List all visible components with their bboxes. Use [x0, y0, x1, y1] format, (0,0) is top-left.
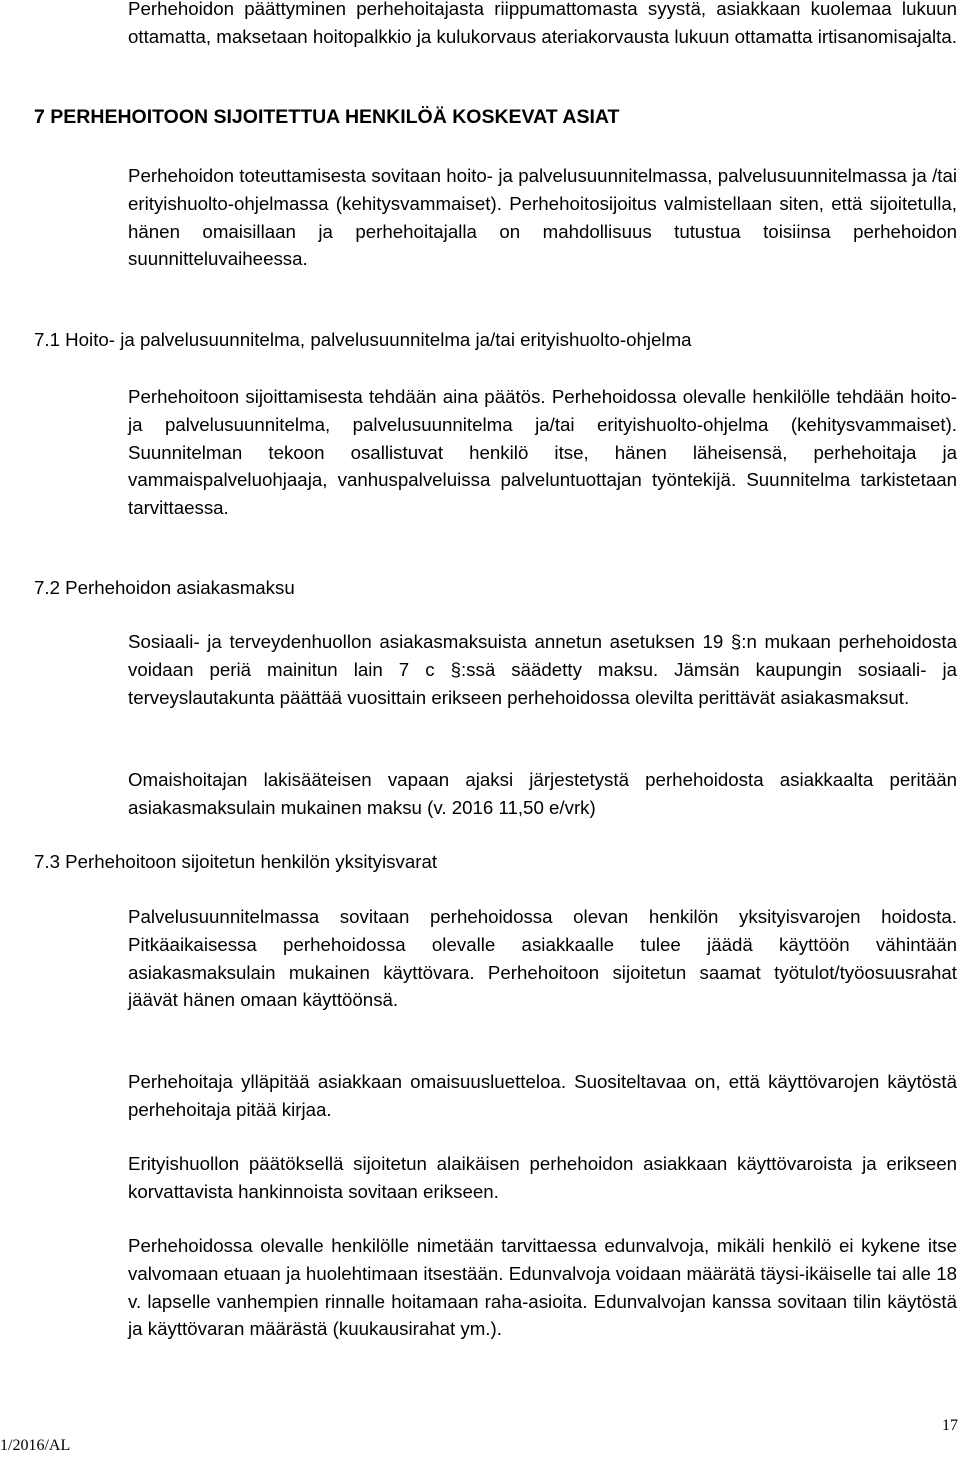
section-7-3-paragraph-1: Palvelusuunnitelmassa sovitaan perhehoidossa olevan henkilön yksityisvarojen hoidosta. Pitkäaikaisessa perhehoidossa olevalle asiakkaalle tulee jäädä käyttöön vähintään asiakasmaksulain mukainen käyttövara. Perhehoitoon sijoitetun saamat työtulot/työosuusrahat jäävät hänen omaan käyttöönsä. — [128, 906, 957, 1011]
section-7-2-paragraph-2: Omaishoitajan lakisääteisen vapaan ajaksi järjestetystä perhehoidosta asiakkaalta peritään asiakasmaksulain mukainen maksu (v. 2016 11,50 e/vrk) — [128, 769, 957, 818]
footer-date-code: 1/2016/AL — [0, 1437, 71, 1454]
section-7-1-paragraph: Perhehoitoon sijoittamisesta tehdään aina päätös. Perhehoidossa olevalle henkilölle tehdään hoito- ja palvelusuunnitelma, palvelusuunnitelma ja/tai erityishuolto-ohjelma (kehitysvammaiset). Suunnitelman tekoon osallistuvat henkilö itse, hänen läheisensä, perhehoitaja ja vammaispalveluohjaaja, vanhuspalveluissa palveluntuottajan työntekijä. Suunnitelma tarkistetaan tarvittaessa. — [128, 386, 957, 519]
page-number: 17 — [942, 1417, 958, 1434]
section-7-2-paragraph-1: Sosiaali- ja terveydenhuollon asiakasmaksuista annetun asetuksen 19 §:n mukaan perhehoidosta voidaan periä mainitun lain 7 c §:ssä säädetty maksu. Jämsän kaupungin sosiaali- ja terveyslautakunta päättää vuosittain erikseen perhehoidossa olevilta perittävät asiakasmaksut. — [128, 631, 957, 708]
section-7-1-heading: 7.1 Hoito- ja palvelusuunnitelma, palvelusuunnitelma ja/tai erityishuolto-ohjelma — [34, 329, 692, 350]
section-7-3-paragraph-4: Perhehoidossa olevalle henkilölle nimetään tarvittaessa edunvalvoja, mikäli henkilö ei kykene itse valvomaan etuaan ja huolehtimaan itsestään. Edunvalvoja voidaan määrätä täysi-ikäiselle tai alle 18 v. lapselle vanhempien rinnalle hoitamaan raha-asioita. Edunvalvojan kanssa sovitaan tilin käytöstä ja käyttövaran määrästä (kuukausirahat ym.). — [128, 1235, 957, 1340]
section-7-3-paragraph-3: Erityishuollon päätöksellä sijoitetun alaikäisen perhehoidon asiakkaan käyttövaroista ja erikseen korvattavista hankinnoista sovitaan erikseen. — [128, 1153, 957, 1202]
section-7-3-heading: 7.3 Perhehoitoon sijoitetun henkilön yksityisvarat — [34, 851, 438, 872]
section-7-paragraph: Perhehoidon toteuttamisesta sovitaan hoito- ja palvelusuunnitelmassa, palvelusuunnitelmassa ja /tai erityishuolto-ohjelmassa (kehitysvammaiset). Perhehoitosijoitus valmistellaan siten, että sijoitetulla, hänen omaisillaan ja perhehoitajalla on mahdollisuus tutustua toisiinsa perhehoidon suunnitteluvaiheessa. — [128, 165, 957, 270]
section-7-2-heading: 7.2 Perhehoidon asiakasmaksu — [34, 577, 295, 598]
section-7-3-paragraph-2: Perhehoitaja ylläpitää asiakkaan omaisuusluetteloa. Suositeltavaa on, että käyttövarojen käytöstä perhehoitaja pitää kirjaa. — [128, 1071, 957, 1120]
intro-paragraph: Perhehoidon päättyminen perhehoitajasta riippumattomasta syystä, asiakkaan kuolemaa lukuun ottamatta, maksetaan hoitopalkkio ja kulukorvaus ateriakorvausta lukuun ottamatta irtisanomisajalta. — [128, 0, 957, 47]
section-7-heading: 7 PERHEHOITOON SIJOITETTUA HENKILÖÄ KOSKEVAT ASIAT — [34, 106, 620, 128]
